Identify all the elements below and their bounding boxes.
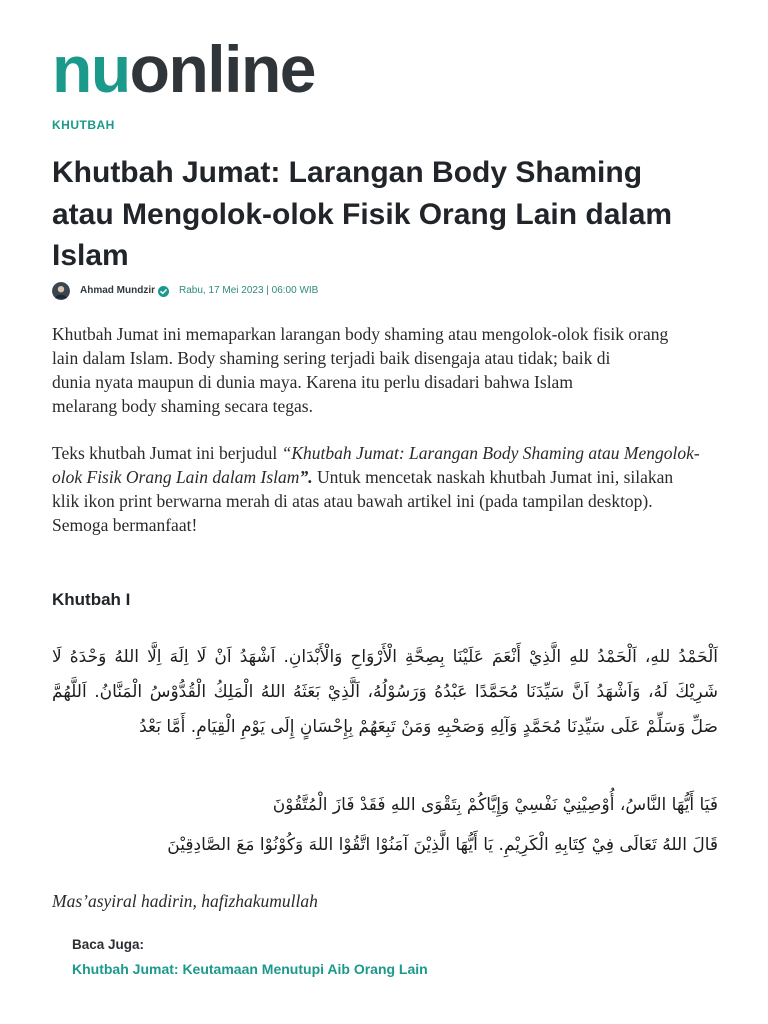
author-name-link[interactable]: Ahmad Mundzir	[80, 285, 155, 296]
logo-nu-text: nu	[52, 32, 130, 106]
author-avatar[interactable]	[52, 282, 70, 300]
description-line: Semoga bermanfaat!	[52, 515, 198, 535]
intro-line: dunia nyata maupun di dunia maya. Karena itu perlu disadari bahwa Islam	[52, 372, 573, 392]
quoted-title: olok Fisik Orang Lain dalam Islam	[52, 467, 300, 487]
nu-online-logo[interactable]	[52, 32, 718, 106]
description-line: klik ikon print berwarna merah di atas atau bawah artikel ini (pada tampilan desktop).	[52, 491, 653, 511]
description-line	[52, 441, 718, 465]
arabic-verse: قَالَ اللهُ تَعَالَى فِيْ كِتَابِهِ الْكَرِيْمِ. يَا أَيُّهَا الَّذِيْنَ آمَنُوْا اتَّقُوْا اللهَ وَكُوْنُوْا مَعَ الصَّادِقِيْنَ	[167, 835, 718, 855]
article-meta	[52, 282, 718, 300]
quoted-title-end: ”.	[299, 467, 313, 487]
description-text: Untuk mencetak naskah khutbah Jumat ini, silakan	[312, 467, 674, 487]
congregation-address: Mas’asyiral hadirin, hafizhakumullah	[52, 891, 318, 911]
section-heading: Khutbah I	[52, 590, 131, 609]
related-article-link[interactable]: Khutbah Jumat: Keutamaan Menutupi Aib Orang Lain	[72, 961, 428, 977]
intro-line: Khutbah Jumat ini memaparkan larangan body shaming atau mengolok-olok fisik orang	[52, 324, 669, 344]
related-article-box	[52, 937, 718, 977]
arabic-verse: فَيَا أَيُّهَا النَّاسُ، أُوْصِيْنِيْ نَفْسِيْ وَإِيَّاكُمْ بِتَقْوَى اللهِ فَقَدْ فَازَ الْمُتَّقُوْنَ	[272, 795, 718, 815]
logo-online-text: online	[129, 32, 315, 106]
intro-line: lain dalam Islam. Body shaming sering terjadi baik disengaja atau tidak; baik di	[52, 348, 611, 368]
arabic-opening-text: اَلْحَمْدُ للهِ، اَلْحَمْدُ للهِ الَّذِيْ أَنْعَمَ عَلَيْنَا بِصِحَّةِ الْأَرْوَاحِ وَالْأَبْدَانِ. اَشْهَدُ اَنْ لَا اِلَهَ اِلَّا اللهُ وَحْدَهُ لَا شَرِيْكَ لَهُ، وَاَشْهَدُ اَنَّ سَيِّدَنَا مُحَمَّدًا عَبْدُهُ وَرَسُوْلُهُ، اَلَّذِيْ بَعَثَهُ اللهُ الْمَلِكُ الْقُدُّوْسُ الْمَنَّانُ. اَللَّهُمَّ صَلِّ وَسَلِّمْ عَلَى سَيِّدِنَا مُحَمَّدٍ وَآلِهِ وَصَحْبِهِ وَمَنْ تَبِعَهُمْ بِإِحْسَانٍ إِلَى يَوْمِ الْقِيَامِ. أَمَّا بَعْدُ	[52, 647, 718, 737]
arabic-verses	[52, 785, 718, 865]
article-title: Khutbah Jumat: Larangan Body Shaming atau Mengolok-olok Fisik Orang Lain dalam Islam	[52, 156, 673, 272]
description-text: Teks khutbah Jumat ini berjudul	[52, 443, 282, 463]
description-line	[52, 465, 718, 489]
publish-date: Rabu, 17 Mei 2023 | 06:00 WIB	[179, 285, 319, 296]
category-link[interactable]: KHUTBAH	[52, 118, 115, 132]
description-paragraph	[52, 441, 718, 537]
intro-line: melarang body shaming secara tegas.	[52, 396, 313, 416]
intro-paragraph	[52, 322, 718, 418]
related-label: Baca Juga:	[72, 937, 145, 952]
quoted-title: “Khutbah Jumat: Larangan Body Shaming atau Mengolok-	[281, 443, 700, 463]
verified-check-icon	[158, 286, 169, 297]
